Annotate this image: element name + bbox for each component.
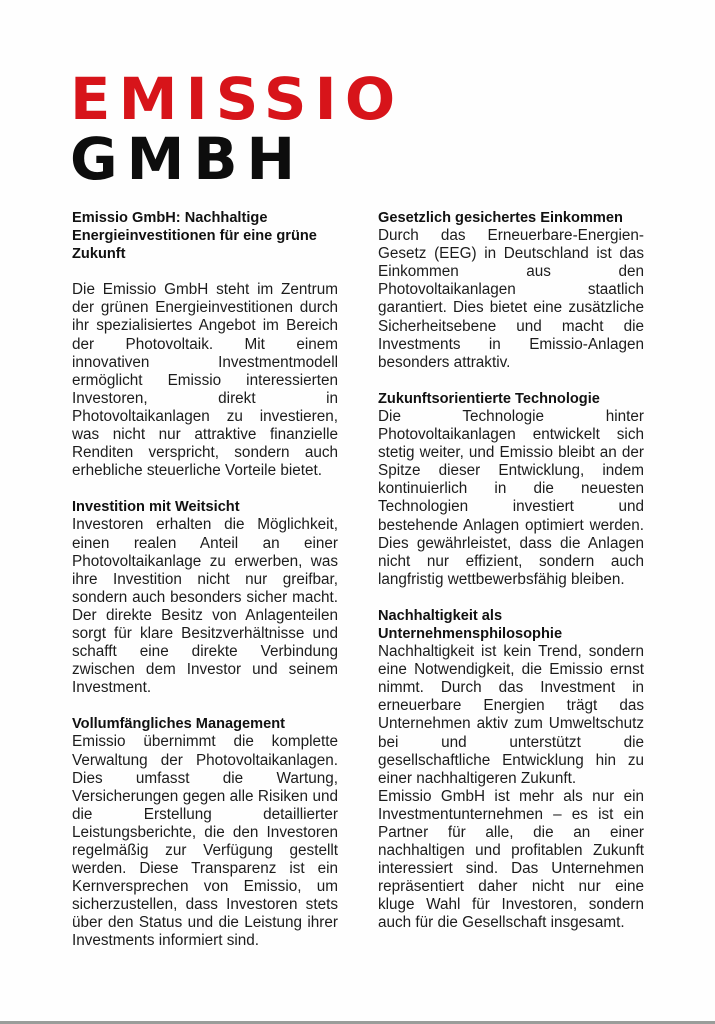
closing-paragraph: Emissio GmbH ist mehr als nur ein Investmentunternehmen – es ist ein Partner für alle, die an einer nachhaltigen und profitablen Zukunft interessiert sind. Das Unternehmen repräsentiert daher nicht nur eine kluge Wahl für Investoren, sondern auch für die Gesellschaft insgesamt.: [378, 787, 644, 932]
section-heading: Investition mit Weitsicht: [72, 499, 240, 516]
section-paragraph: Nachhaltigkeit ist kein Trend, sondern eine Notwendigkeit, die Emissio ernst nimmt. Durch das Investment in erneuerbare Energien trägt das Unternehmen aktiv zum Umweltschutz bei und unterstützt die gesellschaftliche Entwicklung hin zu einer nachhaltigeren Zukunft.: [378, 643, 644, 787]
document-title: Emissio GmbH: Nachhaltige Energieinvestitionen für eine grüne Zukunft: [72, 210, 317, 263]
section-paragraph: Die Technologie hinter Photovoltaikanlagen entwickelt sich stetig weiter, und Emissio bleibt an der Spitze dieser Entwicklung, indem kontinuierlich in die neuesten Technologien investiert und bestehende Anlagen optimiert werden. Dies gewährleistet, dass die Anlagen nicht nur effizient, sondern auch langfristig wettbewerbsfähig bleiben.: [378, 407, 644, 588]
section-paragraph: Investoren erhalten die Möglichkeit, einen realen Anteil an einer Photovoltaikanlage zu erwerben, was ihre Investition nicht nur greifbar, sondern auch besonders sicher macht. Der direkte Besitz von Anlagenteilen sorgt für klare Besitzverhältnisse und schafft eine direkte Verbindung zwischen dem Investor und seinem Investment.: [72, 516, 338, 697]
section-heading: Vollumfängliches Management: [72, 716, 285, 733]
section-spacer: [378, 589, 644, 607]
section-paragraph: Durch das Erneuerbare-Energien-Gesetz (EEG) in Deutschland ist das Einkommen aus den Photovoltaikanlagen staatlich garantiert. Dies bietet eine zusätzliche Sicherheitsebene und macht die Investments in Emissio-Anlagen besonders attraktiv.: [378, 227, 644, 371]
company-logo: [70, 65, 404, 193]
section-investition-mit-weitsicht: [72, 498, 338, 697]
section-paragraph: Emissio übernimmt die komplette Verwaltung der Photovoltaikanlagen. Dies umfasst die Wartung, Versicherungen gegen alle Risiken und die Erstellung detaillierter Leistungsberichte, die den Investoren regelmäßig zur Verfügung gestellt werden. Diese Transparenz ist ein Kernversprechen von Emissio, um sicherzustellen, dass Investoren stets über den Status und die Leistung ihrer Investments informiert sind.: [72, 733, 338, 950]
left-column: [72, 209, 338, 951]
intro-section: [72, 209, 338, 480]
section-nachhaltigkeit-als-unternehmensphilosophie: [378, 607, 644, 933]
section-zukunftsorientierte-technologie: [378, 390, 644, 589]
section-heading: Gesetzlich gesichertes Einkommen: [378, 210, 623, 226]
intro-paragraph: Die Emissio GmbH steht im Zentrum der grünen Energieinvestitionen durch ihr spezialisiertes Angebot im Bereich der Photovoltaik. Mit einem innovativen Investmentmodell ermöglicht Emissio interessierten Investoren, direkt in Photovoltaikanlagen zu investieren, was nicht nur attraktive finanzielle Renditen verspricht, sondern auch erhebliche steuerliche Vorteile bietet.: [72, 281, 338, 480]
section-gesetzlich-gesichertes-einkommen: [378, 209, 644, 372]
section-spacer: [72, 697, 338, 715]
logo-wordmark-gmbh: GMBH: [70, 125, 305, 193]
section-spacer: [72, 480, 338, 498]
section-heading: Zukunftsorientierte Technologie: [378, 390, 600, 407]
logo-wordmark-emissio: EMISSIO: [70, 65, 404, 133]
section-spacer: [378, 372, 644, 390]
section-vollumfaengliches-management: [72, 715, 338, 950]
right-column: [378, 209, 644, 933]
section-heading: Nachhaltigkeit als Unternehmensphilosophie: [378, 607, 563, 642]
